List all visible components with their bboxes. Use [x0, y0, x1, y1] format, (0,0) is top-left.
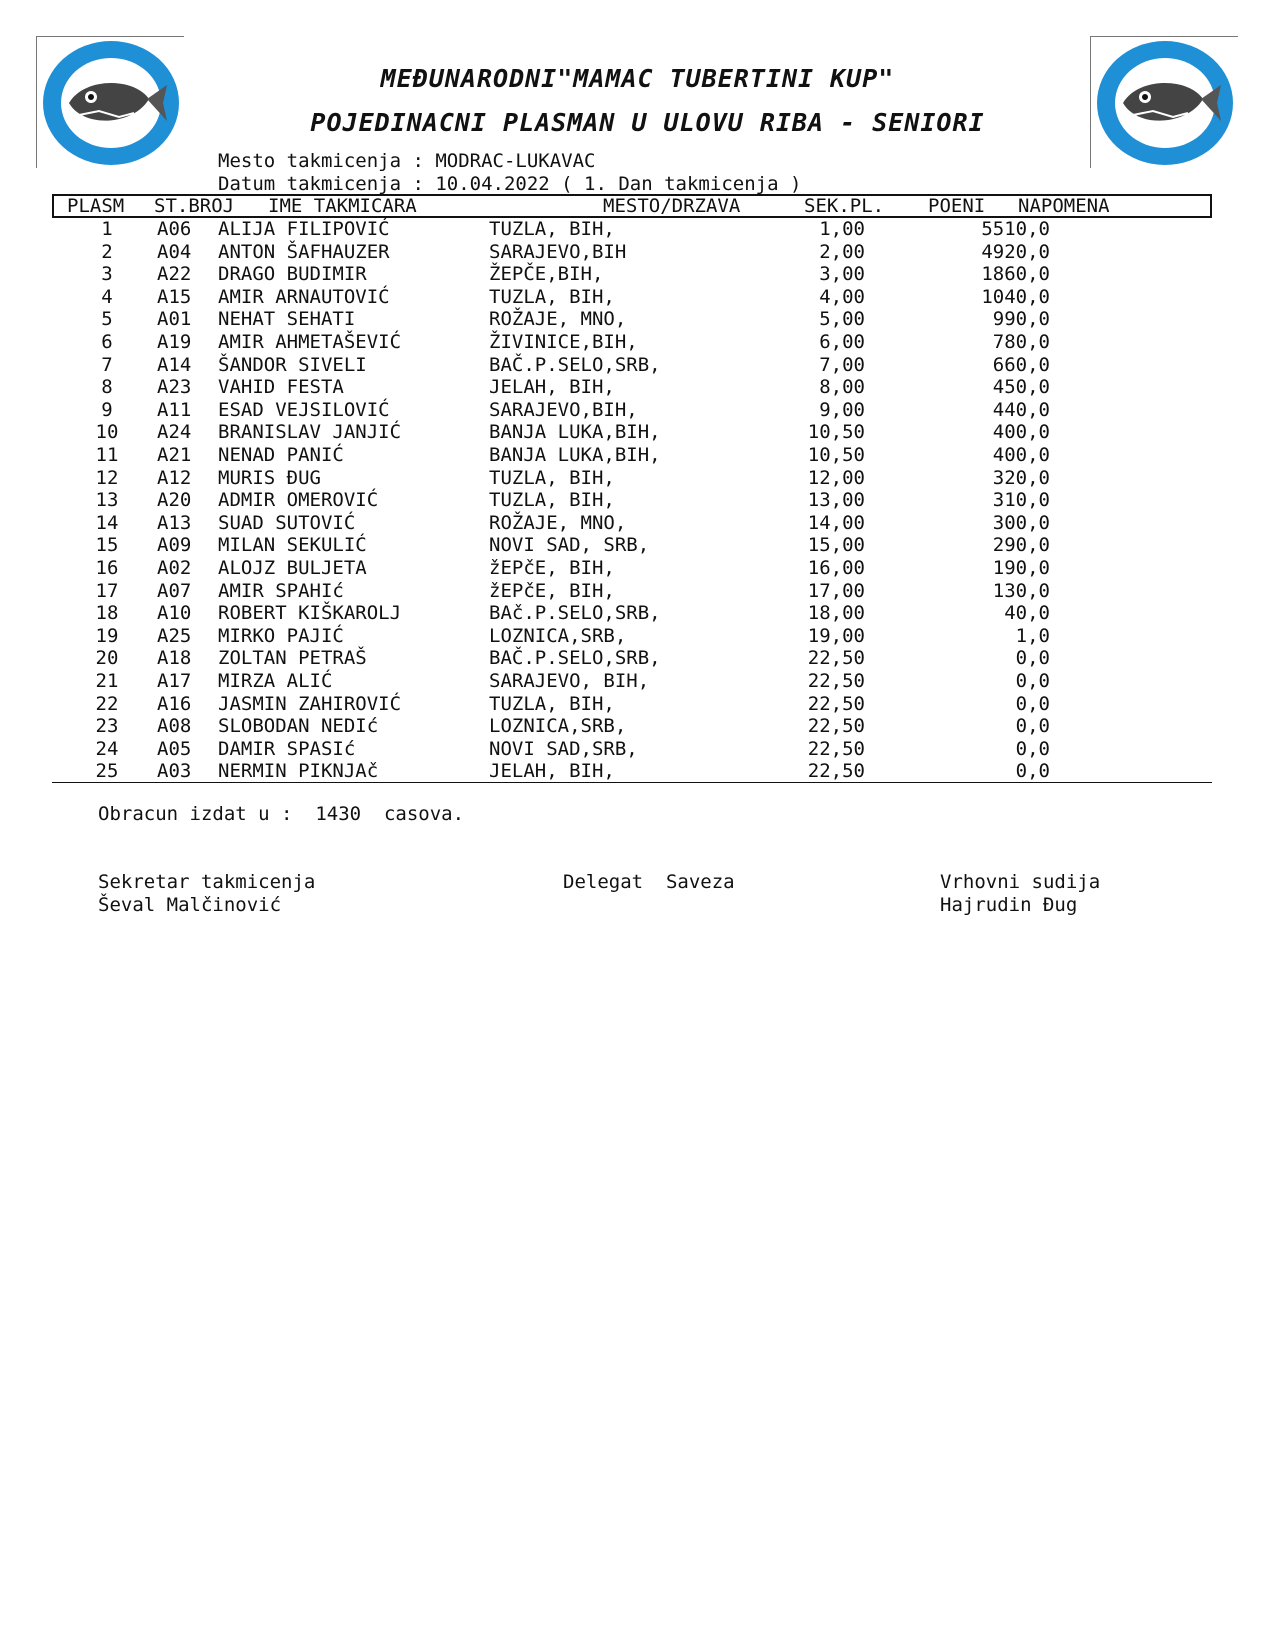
- table-row: [0, 738, 1275, 761]
- club-logo-right: [1090, 36, 1238, 168]
- cell-plasm: 4: [101, 285, 113, 308]
- cell-sector-place: 22,50: [807, 760, 865, 783]
- table-row: [0, 263, 1275, 286]
- judge-name: Hajrudin Đug: [940, 894, 1078, 916]
- cell-place-country: SARAJEVO, BIH,: [489, 670, 650, 692]
- col-mesto: MESTO/DRZAVA: [603, 195, 741, 217]
- cell-place-country: žEPčE, BIH,: [489, 557, 615, 579]
- table-row: [0, 489, 1275, 512]
- cell-points: 300,0: [992, 511, 1050, 534]
- cell-place-country: NOVI SAD,SRB,: [489, 737, 638, 760]
- cell-st-broj: A24: [157, 421, 192, 444]
- cell-competitor-name: JASMIN ZAHIROVIĆ: [218, 692, 402, 715]
- cell-place-country: BANJA LUKA,BIH,: [489, 444, 661, 466]
- cell-sector-place: 18,00: [807, 602, 865, 625]
- cell-st-broj: A23: [157, 376, 192, 399]
- cell-place-country: TUZLA, BIH,: [489, 692, 615, 715]
- cell-sector-place: 17,00: [807, 579, 865, 602]
- cell-plasm: 9: [101, 398, 113, 421]
- cell-sector-place: 1,00: [819, 218, 865, 240]
- cell-st-broj: A01: [157, 308, 192, 331]
- cell-st-broj: A17: [157, 670, 192, 692]
- cell-sector-place: 12,00: [807, 466, 865, 489]
- cell-sector-place: 16,00: [807, 557, 865, 579]
- cell-points: 400,0: [992, 421, 1050, 444]
- table-row: [0, 399, 1275, 422]
- cell-plasm: 14: [95, 511, 119, 534]
- col-st-broj: ST.BROJ: [154, 195, 235, 217]
- table-row: [0, 557, 1275, 580]
- cell-competitor-name: ŠANDOR SIVELI: [218, 353, 367, 376]
- cell-sector-place: 5,00: [819, 308, 865, 331]
- table-row: [0, 376, 1275, 399]
- table-row: [0, 580, 1275, 603]
- cell-competitor-name: NERMIN PIKNJAč: [218, 760, 379, 783]
- cell-sector-place: 19,00: [807, 624, 865, 647]
- table-row: [0, 693, 1275, 716]
- cell-st-broj: A20: [157, 489, 192, 512]
- cell-sector-place: 22,50: [807, 647, 865, 670]
- cell-plasm: 8: [101, 376, 113, 399]
- cell-place-country: JELAH, BIH,: [489, 760, 615, 783]
- cell-st-broj: A19: [157, 331, 192, 353]
- cell-competitor-name: NEHAT SEHATI: [218, 308, 356, 331]
- cell-sector-place: 8,00: [819, 376, 865, 399]
- cell-sector-place: 3,00: [819, 263, 865, 286]
- table-row: [0, 421, 1275, 444]
- table-row: [0, 534, 1275, 557]
- cell-place-country: BAČ.P.SELO,SRB,: [489, 353, 661, 376]
- cell-points: 130,0: [992, 579, 1050, 602]
- cell-competitor-name: ESAD VEJSILOVIĆ: [218, 398, 390, 421]
- table-row: [0, 670, 1275, 693]
- cell-plasm: 22: [95, 692, 119, 715]
- cell-place-country: TUZLA, BIH,: [489, 489, 615, 512]
- cell-place-country: LOZNICA,SRB,: [489, 715, 627, 738]
- cell-points: 1,0: [1015, 624, 1050, 647]
- cell-competitor-name: DAMIR SPASIć: [218, 737, 356, 760]
- cell-competitor-name: ADMIR OMEROVIĆ: [218, 489, 379, 512]
- cell-competitor-name: BRANISLAV JANJIĆ: [218, 421, 402, 444]
- cell-st-broj: A03: [157, 760, 192, 783]
- cell-points: 0,0: [1015, 737, 1050, 760]
- secretary-name: Ševal Malčinović: [98, 894, 282, 916]
- cell-competitor-name: SLOBODAN NEDIć: [218, 715, 379, 738]
- cell-st-broj: A11: [157, 398, 192, 421]
- col-napomena: NAPOMENA: [1018, 195, 1110, 217]
- cell-place-country: žEPčE, BIH,: [489, 579, 615, 602]
- cell-st-broj: A22: [157, 263, 192, 286]
- cell-points: 400,0: [992, 444, 1050, 466]
- cell-plasm: 20: [95, 647, 119, 670]
- cell-competitor-name: AMIR SPAHIć: [218, 579, 344, 602]
- cell-plasm: 1: [101, 218, 113, 240]
- cell-points: 310,0: [992, 489, 1050, 512]
- issued-time: Obracun izdat u : 1430 casova.: [98, 803, 465, 825]
- table-row: [0, 354, 1275, 377]
- judge-title: Vrhovni sudija: [940, 871, 1101, 893]
- cell-sector-place: 4,00: [819, 285, 865, 308]
- cell-plasm: 11: [95, 444, 119, 466]
- table-row: [0, 241, 1275, 264]
- table-row: [0, 444, 1275, 467]
- cell-points: 0,0: [1015, 670, 1050, 692]
- cell-place-country: BANJA LUKA,BIH,: [489, 421, 661, 444]
- table-bottom-rule: [52, 782, 1212, 783]
- cell-place-country: NOVI SAD, SRB,: [489, 534, 650, 557]
- cell-sector-place: 14,00: [807, 511, 865, 534]
- cell-plasm: 2: [101, 240, 113, 263]
- cell-competitor-name: ZOLTAN PETRAŠ: [218, 647, 367, 670]
- cell-sector-place: 22,50: [807, 692, 865, 715]
- cell-points: 990,0: [992, 308, 1050, 331]
- cell-points: 1040,0: [981, 285, 1050, 308]
- cell-competitor-name: ROBERT KIŠKAROLJ: [218, 602, 402, 625]
- cell-competitor-name: AMIR ARNAUTOVIĆ: [218, 285, 390, 308]
- cell-plasm: 17: [95, 579, 119, 602]
- table-row: [0, 647, 1275, 670]
- cell-plasm: 23: [95, 715, 119, 738]
- cell-sector-place: 6,00: [819, 331, 865, 353]
- club-logo-left: [36, 36, 184, 168]
- cell-st-broj: A02: [157, 557, 192, 579]
- col-poeni: POENI: [928, 195, 986, 217]
- cell-place-country: ŽEPČE,BIH,: [489, 263, 604, 286]
- cell-points: 320,0: [992, 466, 1050, 489]
- cell-points: 190,0: [992, 557, 1050, 579]
- cell-st-broj: A18: [157, 647, 192, 670]
- cell-place-country: BAč.P.SELO,SRB,: [489, 602, 661, 625]
- col-ime: IME TAKMICARA: [268, 195, 417, 217]
- cell-st-broj: A09: [157, 534, 192, 557]
- cell-place-country: ROŽAJE, MNO,: [489, 308, 627, 331]
- cell-competitor-name: MIRZA ALIĆ: [218, 670, 333, 692]
- cell-plasm: 25: [95, 760, 119, 783]
- cell-sector-place: 10,50: [807, 444, 865, 466]
- cell-plasm: 12: [95, 466, 119, 489]
- cell-points: 660,0: [992, 353, 1050, 376]
- cell-points: 450,0: [992, 376, 1050, 399]
- cell-plasm: 16: [95, 557, 119, 579]
- cell-competitor-name: SUAD SUTOVIĆ: [218, 511, 356, 534]
- cell-sector-place: 22,50: [807, 670, 865, 692]
- cell-place-country: TUZLA, BIH,: [489, 218, 615, 240]
- document-subtitle: POJEDINACNI PLASMAN U ULOVU RIBA - SENIORI: [310, 108, 985, 137]
- date-line: Datum takmicenja : 10.04.2022 ( 1. Dan takmicenja ): [218, 173, 802, 195]
- table-row: [0, 512, 1275, 535]
- cell-sector-place: 15,00: [807, 534, 865, 557]
- table-row: [0, 625, 1275, 648]
- cell-points: 440,0: [992, 398, 1050, 421]
- cell-st-broj: A21: [157, 444, 192, 466]
- cell-st-broj: A16: [157, 692, 192, 715]
- cell-points: 5510,0: [981, 218, 1050, 240]
- cell-place-country: LOZNICA,SRB,: [489, 624, 627, 647]
- cell-sector-place: 9,00: [819, 398, 865, 421]
- cell-st-broj: A05: [157, 737, 192, 760]
- cell-competitor-name: NENAD PANIĆ: [218, 444, 344, 466]
- cell-points: 290,0: [992, 534, 1050, 557]
- cell-points: 0,0: [1015, 692, 1050, 715]
- fish-emblem-icon: [1093, 37, 1237, 167]
- cell-sector-place: 22,50: [807, 715, 865, 738]
- cell-place-country: BAČ.P.SELO,SRB,: [489, 647, 661, 670]
- table-row: [0, 467, 1275, 490]
- fish-emblem-icon: [39, 37, 183, 167]
- cell-st-broj: A07: [157, 579, 192, 602]
- cell-place-country: ROŽAJE, MNO,: [489, 511, 627, 534]
- cell-place-country: JELAH, BIH,: [489, 376, 615, 399]
- cell-competitor-name: ALOJZ BULJETA: [218, 557, 367, 579]
- cell-competitor-name: MILAN SEKULIĆ: [218, 534, 367, 557]
- cell-points: 0,0: [1015, 760, 1050, 783]
- secretary-title: Sekretar takmicenja: [98, 871, 316, 893]
- cell-sector-place: 2,00: [819, 240, 865, 263]
- cell-plasm: 13: [95, 489, 119, 512]
- table-row: [0, 218, 1275, 241]
- cell-competitor-name: MURIS ĐUG: [218, 466, 321, 489]
- cell-sector-place: 22,50: [807, 737, 865, 760]
- cell-place-country: ŽIVINICE,BIH,: [489, 331, 638, 353]
- cell-plasm: 6: [101, 331, 113, 353]
- cell-st-broj: A12: [157, 466, 192, 489]
- cell-place-country: TUZLA, BIH,: [489, 285, 615, 308]
- delegate-title: Delegat Saveza: [563, 871, 735, 893]
- cell-competitor-name: AMIR AHMETAŠEVIĆ: [218, 331, 402, 353]
- cell-st-broj: A08: [157, 715, 192, 738]
- cell-st-broj: A10: [157, 602, 192, 625]
- table-row: [0, 760, 1275, 783]
- table-row: [0, 308, 1275, 331]
- document-title: MEĐUNARODNI"MAMAC TUBERTINI KUP": [380, 64, 895, 93]
- col-plasm: PLASM: [67, 195, 125, 217]
- cell-st-broj: A15: [157, 285, 192, 308]
- cell-plasm: 19: [95, 624, 119, 647]
- cell-competitor-name: MIRKO PAJIĆ: [218, 624, 344, 647]
- cell-plasm: 21: [95, 670, 119, 692]
- col-sek: SEK.PL.: [804, 195, 885, 217]
- table-row: [0, 286, 1275, 309]
- table-row: [0, 715, 1275, 738]
- cell-st-broj: A06: [157, 218, 192, 240]
- cell-competitor-name: VAHID FESTA: [218, 376, 344, 399]
- venue-line: Mesto takmicenja : MODRAC-LUKAVAC: [218, 150, 596, 172]
- cell-points: 40,0: [1004, 602, 1050, 625]
- cell-sector-place: 13,00: [807, 489, 865, 512]
- cell-competitor-name: ANTON ŠAFHAUZER: [218, 240, 390, 263]
- table-row: [0, 331, 1275, 354]
- cell-place-country: SARAJEVO,BIH: [489, 240, 627, 263]
- cell-points: 4920,0: [981, 240, 1050, 263]
- cell-st-broj: A14: [157, 353, 192, 376]
- cell-points: 0,0: [1015, 715, 1050, 738]
- cell-place-country: TUZLA, BIH,: [489, 466, 615, 489]
- cell-plasm: 5: [101, 308, 113, 331]
- cell-st-broj: A25: [157, 624, 192, 647]
- cell-plasm: 7: [101, 353, 113, 376]
- cell-st-broj: A13: [157, 511, 192, 534]
- cell-sector-place: 10,50: [807, 421, 865, 444]
- cell-plasm: 3: [101, 263, 113, 286]
- cell-points: 1860,0: [981, 263, 1050, 286]
- cell-points: 0,0: [1015, 647, 1050, 670]
- cell-st-broj: A04: [157, 240, 192, 263]
- cell-place-country: SARAJEVO,BIH,: [489, 398, 638, 421]
- cell-plasm: 24: [95, 737, 119, 760]
- table-row: [0, 602, 1275, 625]
- cell-competitor-name: ALIJA FILIPOVIĆ: [218, 218, 390, 240]
- cell-plasm: 10: [95, 421, 119, 444]
- cell-points: 780,0: [992, 331, 1050, 353]
- cell-sector-place: 7,00: [819, 353, 865, 376]
- cell-plasm: 15: [95, 534, 119, 557]
- cell-competitor-name: DRAGO BUDIMIR: [218, 263, 367, 286]
- cell-plasm: 18: [95, 602, 119, 625]
